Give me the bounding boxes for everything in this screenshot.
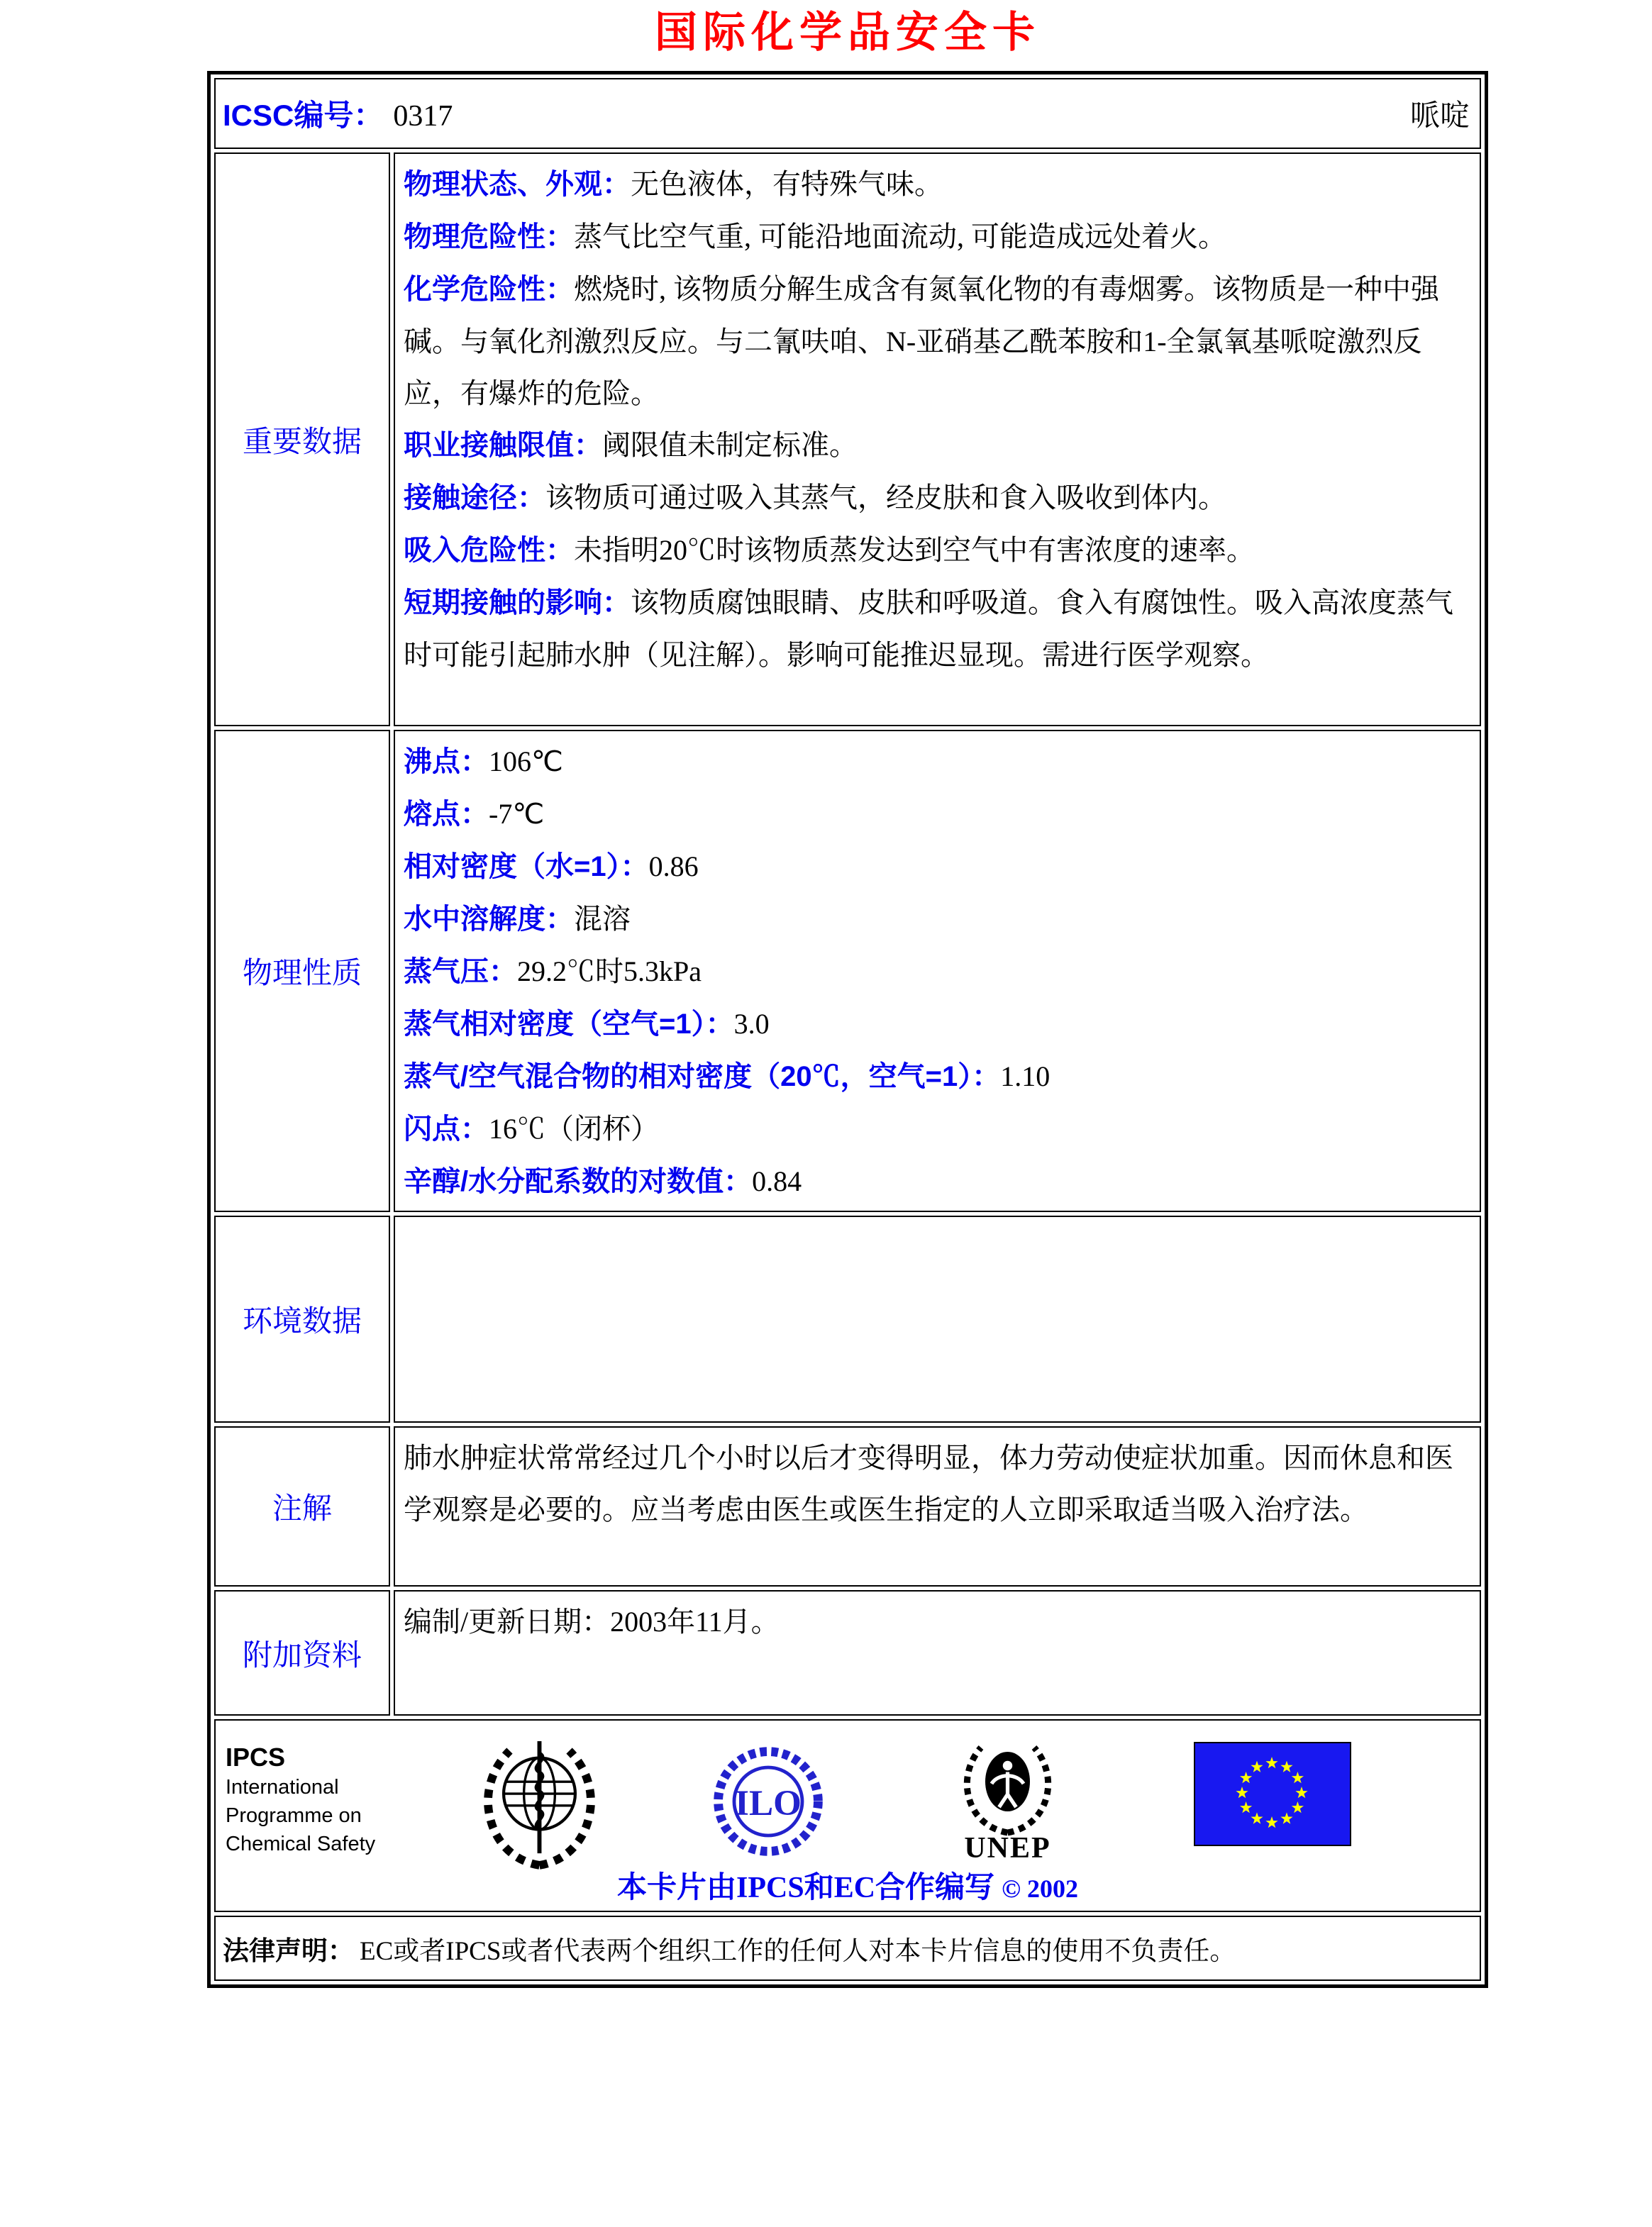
field-value: 0.86: [648, 850, 699, 882]
notes-content: [394, 1426, 1481, 1587]
field-label: 接触途径：: [404, 482, 545, 513]
environmental-data-content: [394, 1216, 1481, 1423]
icsc-table: [207, 71, 1488, 1988]
field-label: 闪点：: [404, 1114, 489, 1145]
who-logo-icon: [474, 1731, 605, 1876]
ipcs-title: IPCS: [226, 1743, 286, 1772]
field-row: [404, 211, 1473, 263]
field-label: 辛醇/水分配系数的对数值：: [404, 1166, 753, 1197]
ilo-logo-icon: [711, 1738, 825, 1865]
section-label-important-data: 重要数据: [214, 152, 390, 726]
important-data-row: [214, 152, 1481, 726]
logos-strip: [216, 1721, 1480, 1876]
section-label-additional-info: 附加资料: [214, 1590, 390, 1716]
field-label: 物理危险性：: [404, 221, 574, 252]
caption-copyright: © 2002: [1002, 1875, 1078, 1903]
field-row: [404, 263, 1473, 419]
field-value: 混溶: [574, 903, 631, 935]
legal-flex: [223, 1917, 1473, 1979]
caption-text: 本卡片由IPCS和EC合作编写: [617, 1872, 995, 1904]
field-label: 蒸气相对密度（空气=1）：: [404, 1009, 734, 1040]
field-value: 该物质可通过吸入其蒸气，经皮肤和食入吸收到体内。: [545, 482, 1226, 513]
physical-properties-row: [214, 730, 1481, 1212]
unep-label: UNEP: [964, 1832, 1051, 1865]
unep-logo: [949, 1731, 1066, 1864]
field-label: 水中溶解度：: [404, 904, 574, 935]
icsc-number-group: [223, 92, 453, 135]
field-value: 无色液体，有特殊气味。: [631, 168, 943, 200]
cooperation-caption: [216, 1864, 1480, 1906]
additional-info-row: [214, 1590, 1481, 1716]
field-row: [404, 840, 1473, 893]
field-value: 燃烧时, 该物质分解生成含有氮氧化物的有毒烟雾。该物质是一种中强碱。与氧化剂激烈反应。与二氰呋咱、N-亚硝基乙酰苯胺和1-全氯氧基哌啶激烈反应，有爆炸的危险。: [404, 273, 1439, 409]
notes-text: 肺水肿症状常常经过几个小时以后才变得明显，体力劳动使症状加重。因而休息和医学观察是必要的。应当考虑由医生或医生指定的人立即采取适当吸入治疗法。: [404, 1442, 1453, 1526]
section-label-environmental-data: 环境数据: [214, 1216, 390, 1423]
field-row: [404, 472, 1473, 524]
legal-cell: [214, 1916, 1481, 1981]
legal-text: EC或者IPCS或者代表两个组织工作的任何人对本卡片信息的使用不负责任。: [360, 1937, 1236, 1966]
field-row: [404, 998, 1473, 1050]
legal-label: 法律声明：: [223, 1936, 354, 1965]
field-value: 1.10: [1000, 1060, 1050, 1092]
additional-info-content: [394, 1590, 1481, 1716]
field-label: 相对密度（水=1）：: [404, 851, 649, 882]
additional-info-text: 编制/更新日期：2003年11月。: [404, 1606, 780, 1638]
header-row: [214, 78, 1481, 149]
unep-logo-icon: [949, 1731, 1066, 1837]
field-row: [404, 158, 1473, 211]
field-label: 短期接触的影响：: [404, 587, 631, 618]
ipcs-line: International: [226, 1776, 339, 1799]
important-data-content: [394, 152, 1481, 726]
field-row: [404, 1155, 1473, 1208]
chemical-name: 哌啶: [1409, 100, 1470, 133]
icsc-number-value: 0317: [393, 100, 453, 133]
ipcs-line: Programme on: [226, 1804, 362, 1827]
header-cell: [214, 78, 1481, 149]
icsc-number-label: ICSC编号：: [223, 99, 384, 132]
notes-row: [214, 1426, 1481, 1587]
field-label: 蒸气/空气混合物的相对密度（20℃，空气=1）：: [404, 1061, 1001, 1092]
field-value: 0.84: [752, 1165, 802, 1197]
eu-flag-icon: [1194, 1742, 1351, 1846]
field-value: 该物质腐蚀眼睛、皮肤和呼吸道。食入有腐蚀性。吸入高浓度蒸气时可能引起肺水肿（见注解）。影响可能推迟显现。需进行医学观察。: [404, 587, 1453, 671]
field-label: 蒸气压：: [404, 956, 517, 987]
field-value: 蒸气比空气重, 可能沿地面流动, 可能造成远处着火。: [574, 221, 1226, 252]
section-label-notes: 注解: [214, 1426, 390, 1587]
field-row: [404, 1050, 1473, 1103]
ipcs-line: Chemical Safety: [226, 1833, 376, 1855]
field-value: 29.2℃时5.3kPa: [517, 955, 702, 987]
field-value: 阈限值未制定标准。: [602, 429, 858, 461]
field-row: [404, 893, 1473, 945]
field-value: 3.0: [733, 1008, 770, 1040]
physical-properties-content: [394, 730, 1481, 1212]
field-label: 物理状态、外观：: [404, 169, 631, 200]
field-value: 106℃: [489, 745, 563, 777]
header-flex: [216, 79, 1480, 148]
logos-row: [214, 1719, 1481, 1912]
field-value: 16℃（闭杯）: [489, 1113, 659, 1145]
section-label-physical-properties: 物理性质: [214, 730, 390, 1212]
field-label: 职业接触限值：: [404, 430, 602, 461]
field-value: 未指明20℃时该物质蒸发达到空气中有害浓度的速率。: [574, 534, 1255, 566]
field-row: [404, 735, 1473, 788]
logos-cell: [214, 1719, 1481, 1912]
field-row: [404, 788, 1473, 840]
field-label: 化学危险性：: [404, 274, 574, 305]
field-row: [404, 524, 1473, 577]
field-row: [404, 577, 1473, 681]
field-label: 沸点：: [404, 746, 489, 777]
field-value: -7℃: [489, 798, 545, 830]
environmental-data-row: [214, 1216, 1481, 1423]
ipcs-text-block: [226, 1742, 403, 1858]
field-label: 熔点：: [404, 799, 489, 830]
field-row: [404, 1103, 1473, 1155]
svg-text:ILO: ILO: [735, 1783, 802, 1824]
field-row: [404, 419, 1473, 472]
field-label: 吸入危险性：: [404, 535, 574, 566]
legal-row: [214, 1916, 1481, 1981]
field-row: [404, 945, 1473, 998]
page-title: 国际化学品安全卡: [655, 9, 1041, 56]
